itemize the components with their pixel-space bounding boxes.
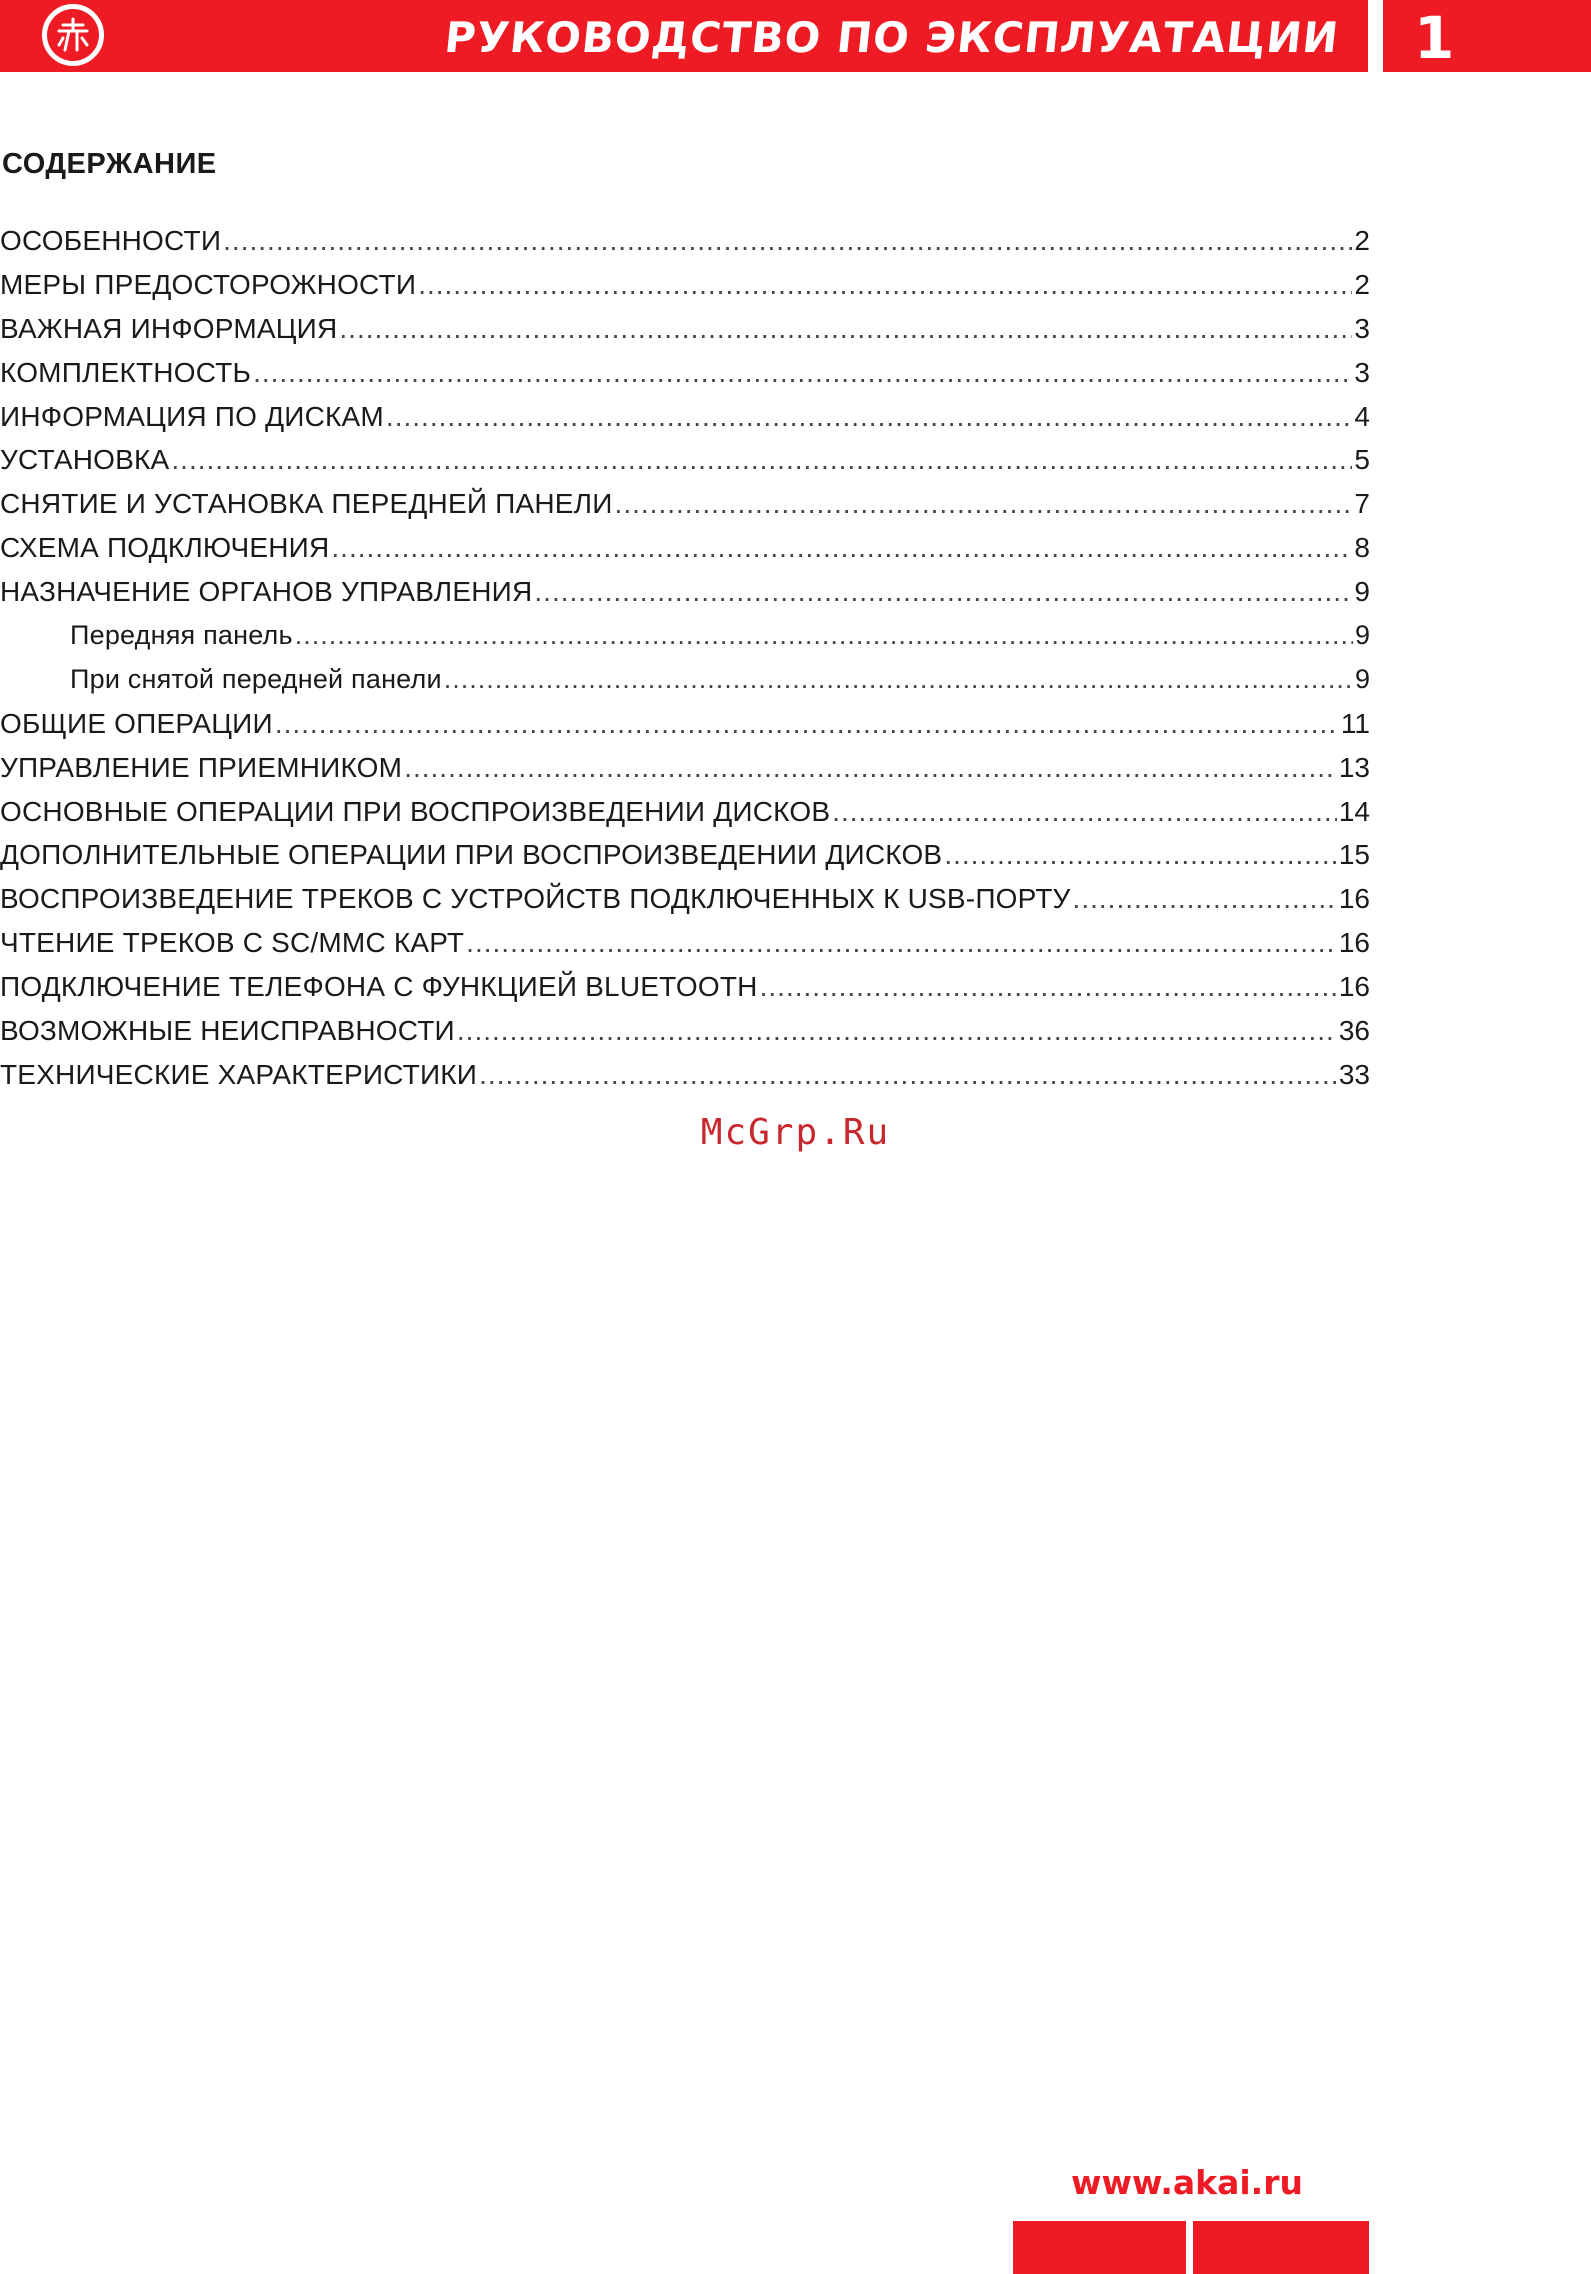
toc-dot-leader <box>832 796 1337 828</box>
toc-entry-label: ОСНОВНЫЕ ОПЕРАЦИИ ПРИ ВОСПРОИЗВЕДЕНИИ ДИСКОВ <box>0 795 831 827</box>
toc-entry[interactable] <box>0 796 1370 840</box>
toc-entry-label: Передняя панель <box>70 620 293 651</box>
toc-entry-page: 36 <box>1338 1015 1370 1047</box>
toc-entry-page: 4 <box>1354 400 1370 432</box>
toc-entry-label: При снятой передней панели <box>70 663 442 694</box>
toc-dot-leader <box>444 664 1353 695</box>
footer-bar-right <box>1193 2221 1369 2274</box>
toc-entry-page: 33 <box>1338 1058 1370 1090</box>
toc-entry-page: 5 <box>1354 444 1370 476</box>
toc-dot-leader <box>615 488 1353 520</box>
logo <box>42 4 104 66</box>
toc-dot-leader <box>275 708 1339 740</box>
toc-entry-page: 9 <box>1354 620 1370 651</box>
toc-entry[interactable] <box>0 927 1370 971</box>
footer-bar-left <box>1013 2221 1186 2274</box>
toc-entry-page: 14 <box>1338 795 1370 827</box>
toc-entry[interactable] <box>0 532 1370 576</box>
toc-dot-leader <box>1073 883 1337 915</box>
toc-entry-label: ОСОБЕННОСТИ <box>0 225 222 256</box>
toc-dot-leader <box>404 752 1337 784</box>
toc-dot-leader <box>534 576 1352 608</box>
toc-entry[interactable] <box>0 664 1370 708</box>
toc-entry-page: 3 <box>1354 312 1370 344</box>
toc-entry-page: 7 <box>1354 488 1370 520</box>
toc-entry[interactable] <box>0 839 1370 883</box>
toc-entry-label: ПОДКЛЮЧЕНИЕ ТЕЛЕФОНА С ФУНКЦИЕЙ BLUETOOTH <box>0 971 758 1003</box>
toc-entry-label: ИНФОРМАЦИЯ ПО ДИСКАМ <box>0 400 384 432</box>
toc-dot-leader <box>944 839 1337 871</box>
kanji-seal-icon <box>47 9 99 61</box>
toc-entry-label: ОБЩИЕ ОПЕРАЦИИ <box>0 707 273 739</box>
toc-entry-page: 16 <box>1338 971 1370 1003</box>
toc-entry[interactable] <box>0 752 1370 796</box>
toc-dot-leader <box>466 927 1337 959</box>
toc-entry[interactable] <box>0 1015 1370 1059</box>
toc-entry-label: МЕРЫ ПРЕДОСТОРОЖНОСТИ <box>0 268 417 300</box>
toc-dot-leader <box>253 357 1352 389</box>
toc-entry[interactable] <box>0 357 1370 401</box>
document-title: РУКОВОДСТВО ПО ЭКСПЛУАТАЦИИ <box>442 13 1342 62</box>
toc-entry-label: ТЕХНИЧЕСКИЕ ХАРАКТЕРИСТИКИ <box>0 1058 478 1090</box>
toc-entry-label: УСТАНОВКА <box>0 444 170 476</box>
toc-dot-leader <box>386 401 1353 433</box>
toc-entry-page: 9 <box>1354 576 1370 608</box>
toc-entry[interactable] <box>0 269 1370 313</box>
toc-entry[interactable] <box>0 708 1370 752</box>
toc-dot-leader <box>760 971 1337 1003</box>
toc-dot-leader <box>479 1059 1337 1091</box>
toc-entry[interactable] <box>0 620 1370 664</box>
toc-entry-label: НАЗНАЧЕНИЕ ОРГАНОВ УПРАВЛЕНИЯ <box>0 576 533 608</box>
toc-entry-page: 9 <box>1354 663 1370 694</box>
table-of-contents <box>0 225 1370 1103</box>
toc-entry-label: СНЯТИЕ И УСТАНОВКА ПЕРЕДНЕЙ ПАНЕЛИ <box>0 488 613 520</box>
website-link[interactable]: www.akai.ru <box>1071 2163 1303 2202</box>
toc-entry-page: 8 <box>1354 532 1370 564</box>
toc-entry-label: СХЕМА ПОДКЛЮЧЕНИЯ <box>0 532 330 564</box>
contents-title: СОДЕРЖАНИЕ <box>2 148 217 180</box>
toc-entry[interactable] <box>0 401 1370 445</box>
toc-entry-label: УПРАВЛЕНИЕ ПРИЕМНИКОМ <box>0 751 403 783</box>
toc-entry-label: КОМПЛЕКТНОСТЬ <box>0 356 252 388</box>
toc-entry-page: 2 <box>1354 268 1370 300</box>
toc-entry-page: 16 <box>1338 927 1370 959</box>
toc-entry[interactable] <box>0 313 1370 357</box>
toc-entry-label: ВОЗМОЖНЫЕ НЕИСПРАВНОСТИ <box>0 1015 455 1047</box>
toc-entry-page: 15 <box>1338 839 1370 871</box>
toc-entry-label: ЧТЕНИЕ ТРЕКОВ С SC/MMC КАРТ <box>0 927 465 959</box>
toc-entry-page: 13 <box>1338 751 1370 783</box>
toc-entry[interactable] <box>0 971 1370 1015</box>
toc-entry-page: 16 <box>1338 883 1370 915</box>
toc-entry-label: ДОПОЛНИТЕЛЬНЫЕ ОПЕРАЦИИ ПРИ ВОСПРОИЗВЕДЕНИИ ДИСКОВ <box>0 839 943 871</box>
toc-dot-leader <box>418 269 1352 301</box>
toc-dot-leader <box>223 225 1352 257</box>
toc-entry-label: ВАЖНАЯ ИНФОРМАЦИЯ <box>0 312 338 344</box>
toc-entry-page: 3 <box>1354 356 1370 388</box>
toc-entry[interactable] <box>0 1059 1370 1103</box>
toc-entry-page: 11 <box>1340 707 1370 739</box>
toc-entry-page: 2 <box>1354 225 1370 256</box>
watermark: McGrp.Ru <box>700 1112 891 1153</box>
toc-dot-leader <box>295 620 1353 651</box>
toc-dot-leader <box>339 313 1352 345</box>
toc-entry-label: ВОСПРОИЗВЕДЕНИЕ ТРЕКОВ С УСТРОЙСТВ ПОДКЛЮЧЕННЫХ К USB-ПОРТУ <box>0 883 1071 915</box>
toc-entry[interactable] <box>0 225 1370 269</box>
toc-dot-leader <box>171 444 1352 476</box>
toc-entry[interactable] <box>0 576 1370 620</box>
toc-dot-leader <box>457 1015 1337 1047</box>
toc-entry[interactable] <box>0 488 1370 532</box>
toc-entry[interactable] <box>0 444 1370 488</box>
page-number: 1 <box>1414 4 1455 72</box>
toc-entry[interactable] <box>0 883 1370 927</box>
toc-dot-leader <box>331 532 1352 564</box>
